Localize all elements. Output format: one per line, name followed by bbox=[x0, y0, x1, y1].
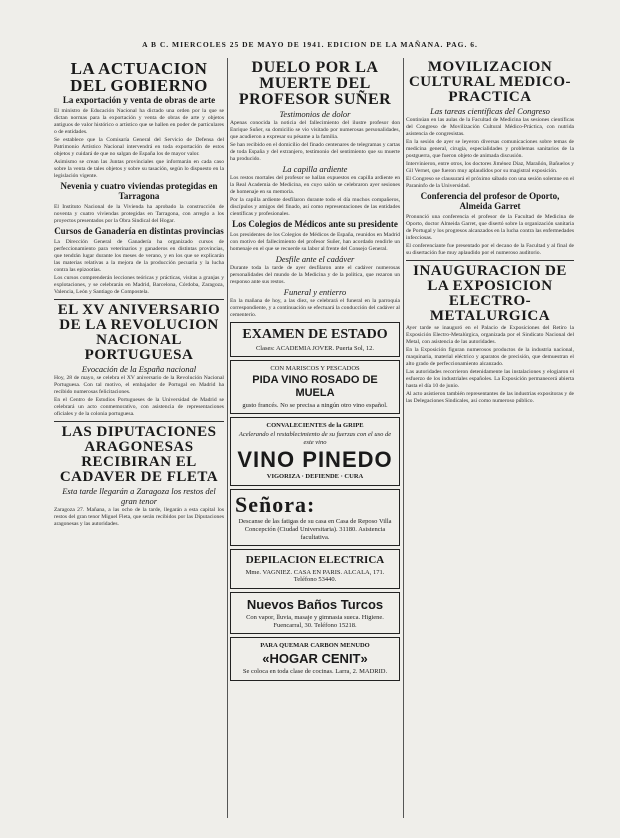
page-header: A B C. MIERCOLES 25 DE MAYO DE 1941. EDICION DE LA MAÑANA. PAG. 6. bbox=[142, 40, 478, 49]
article-paragraph: Los restos mortales del profesor se hallan expuestos en capilla ardiente en la Real Academia de Medicina, en cuyo salón se celebraron ayer sesiones de homenaje en su memoria. bbox=[230, 175, 400, 195]
ad-title: DEPILACION ELECTRICA bbox=[245, 554, 385, 567]
article-paragraph: Al acto asistieron también representantes de las industrias expositoras y de las Delegaciones Sindicales, así como numeroso público. bbox=[406, 390, 574, 404]
article-paragraph: El conferenciante fue presentado por el decano de la Facultad y al final de su disertación fue muy aplaudido por el numeroso auditorio. bbox=[406, 242, 574, 256]
ad-vino-rosado bbox=[230, 360, 400, 414]
article-paragraph: Zaragoza 27. Mañana, a las ocho de la tarde, llegarán a esta capital los restos del gran tenor Miguel Fleta, que serán recibidos por las Diputaciones aragonesas y las autoridades. bbox=[54, 506, 224, 527]
divider bbox=[54, 421, 224, 422]
ad-depilacion bbox=[230, 549, 400, 589]
subhead-tareas: Las tareas científicas del Congreso bbox=[430, 106, 550, 116]
column-rule bbox=[403, 58, 404, 818]
ad-hogar-cenit bbox=[230, 637, 400, 680]
article-paragraph: En la sesión de ayer se leyeron diversas comunicaciones sobre temas de medicina general, cirugía, especialidades y problemas sanitarios de la postguerra, que fueron objeto de animada discusión. bbox=[406, 139, 574, 159]
ad-text: Acelerando el restablecimiento de su fuerzas con el uso de este vino bbox=[238, 431, 392, 447]
ad-title: Señora: bbox=[235, 491, 316, 517]
ad-examen-estado bbox=[230, 322, 400, 358]
subhead-testimonios: Testimonios de dolor bbox=[279, 109, 351, 119]
column-right bbox=[406, 58, 574, 406]
subhead-tarragona: Nevenia y cuatro viviendas protegidas en Tarragona bbox=[60, 180, 218, 201]
ad-title: EXAMEN DE ESTADO bbox=[242, 326, 388, 342]
headline-fleta: LAS DIPUTACIONES ARAGONESAS RECIBIRAN EL CADAVER DE FLETA bbox=[59, 423, 219, 485]
article-paragraph: Durante toda la tarde de ayer desfilaron ante el cadáver numerosas personalidades del mundo de la Medicina y de la política, que rezaron un responso ante sus restos. bbox=[230, 264, 400, 285]
article-paragraph: Continúan en las aulas de la Facultad de Medicina las sesiones científicas del Congreso de Movilización Cultural Médico-Práctica, con nutrida asistencia de congresistas. bbox=[406, 117, 574, 137]
ad-title: PIDA VINO ROSADO DE MUELA bbox=[252, 374, 378, 400]
article-paragraph: Ayer tarde se inauguró en el Palacio de Exposiciones del Retiro la Exposición Electro-Metalúrgica, organizada por el Sindicato Nacional del Metal, con asistencia de las autoridades. bbox=[406, 324, 574, 345]
headline-gobierno: LA ACTUACION DEL GOBIERNO bbox=[70, 59, 208, 95]
subhead-funeral: Funeral y entierro bbox=[283, 286, 347, 297]
ad-title: «HOGAR CENIT» bbox=[262, 651, 368, 667]
article-paragraph: Los presidentes de los Colegios de Médicos de España, reunidos en Madrid con motivo del fallecimiento del profesor Suñer, han acordado rendirle un homenaje en el que se recuerde su labor al frente del Consejo General. bbox=[230, 231, 400, 252]
article-paragraph: Los cursos comprenderán lecciones teóricas y prácticas, visitas a granjas y explotaciones, y se celebrarán en Madrid, Barcelona, Córdoba, Zaragoza, Valencia, León y Santiago de Compostela. bbox=[54, 274, 224, 295]
ad-text: Mme. VAGNIEZ. CASA EN PARIS. ALCALA, 171. Teléfono 53440. bbox=[245, 568, 385, 584]
article-paragraph: Asimismo se crean las Juntas provinciales que informarán en cada caso sobre la venta de tales objetos y sobre su tasación, según lo dispuesto en la legislación vigente. bbox=[54, 158, 224, 179]
article-paragraph: Por la capilla ardiente desfilaron durante todo el día muchos compañeros, discípulos y amigos del finado, así como representaciones de las entidades científicas y profesionales. bbox=[230, 197, 400, 217]
ad-text: gusto francés. No se precisa a ningún otro vino español. bbox=[242, 401, 388, 409]
subhead-exportacion: La exportación y venta de obras de arte bbox=[62, 95, 216, 105]
ad-banos-turcos bbox=[230, 592, 400, 634]
article-paragraph: Hoy, 28 de mayo, se celebra el XV aniversario de la Revolución Nacional Portuguesa. Con tal motivo, el embajador de Portugal en Madrid ha recibido numerosas felicitaciones. bbox=[54, 374, 224, 395]
ad-vino-pinedo bbox=[230, 417, 400, 485]
ad-text: PARA QUEMAR CARBON MENUDO bbox=[260, 642, 370, 650]
article-paragraph: Pronunció una conferencia el profesor de la Facultad de Medicina de Oporto, doctor Almeida Garret, que disertó sobre la organización sanitaria de Portugal y los progresos alcanzados en la lucha contra las enfermedades infecciosas. bbox=[406, 213, 574, 241]
article-paragraph: La Dirección General de Ganadería ha organizado cursos de perfeccionamiento para veterinarios y ganaderos en distintas provincias, que tendrán lugar durante los meses de verano, y en los que se explicarán las materias relativas a la mejora de la producción pecuaria y la lucha contra las epizootias. bbox=[54, 238, 224, 273]
headline-exposicion: INAUGURACION DE LA EXPOSICION ELECTRO-METALURGICA bbox=[413, 262, 567, 324]
divider bbox=[406, 260, 574, 261]
subhead-capilla: La capilla ardiente bbox=[282, 164, 348, 174]
ad-text: Clases: ACADEMIA JOVER. Puerta Sol, 12. bbox=[255, 344, 375, 352]
ad-text: VIGORIZA · DEFIENDE · CURA bbox=[266, 473, 364, 481]
subhead-desfile: Desfile ante el cadáver bbox=[275, 253, 355, 264]
article-paragraph: En la Exposición figuran numerosos productos de la industria nacional, maquinaria, material eléctrico y aparatos de precisión, que demuestran el alto grado de perfeccionamiento alcanzado. bbox=[406, 346, 574, 367]
headline-suner: DUELO POR LA MUERTE DEL PROFESOR SUÑER bbox=[238, 59, 392, 108]
column-center bbox=[230, 58, 400, 684]
column-left bbox=[54, 58, 224, 529]
article-paragraph: El Congreso se clausurará el próximo sábado con una sesión solemne en el Paraninfo de la Universidad. bbox=[406, 176, 574, 189]
article-paragraph: Las autoridades recorrieron detenidamente las instalaciones y elogiaron el esfuerzo de los industriales españoles. La Exposición permanecerá abierta hasta el día 10 de junio. bbox=[406, 368, 574, 389]
article-paragraph: El ministro de Educación Nacional ha dictado una orden por la que se dictan normas para la exportación y venta de obras de arte y objetos antiguos de valor histórico o artístico que se hallen en poder de particulares o de entidades. bbox=[54, 107, 224, 135]
subhead-fleta: Esta tarde llegarán a Zaragoza los restos del gran tenor bbox=[62, 485, 216, 506]
subhead-colegios: Los Colegios de Médicos ante su presidente bbox=[232, 219, 398, 229]
ad-text: Con vapor, lluvia, masaje y gimnasia sueca. Higiene. Fuencarral, 30. Teléfono 15218. bbox=[246, 613, 384, 629]
headline-movilizacion: MOVILIZACION CULTURAL MEDICO-PRACTICA bbox=[408, 59, 572, 105]
article-paragraph: En la mañana de hoy, a las diez, se celebrará el funeral en la parroquia correspondiente, y a continuación se efectuará la conducción del cadáver al cementerio. bbox=[230, 297, 400, 318]
divider bbox=[54, 299, 224, 300]
ad-text: CONVALECIENTES de la GRIPE bbox=[266, 422, 364, 430]
ad-senora bbox=[230, 489, 400, 547]
subhead-evocacion: Evocación de la España nacional bbox=[81, 363, 197, 374]
article-paragraph: El Instituto Nacional de la Vivienda ha aprobado la construcción de noventa y cuatro viviendas protegidas en Tarragona, con arreglo a los proyectos presentados por la Obra Sindical del Hogar. bbox=[54, 203, 224, 224]
article-paragraph: Apenas conocida la noticia del fallecimiento del ilustre profesor don Enrique Suñer, su domicilio se vio visitado por numerosas personalidades, que acudieron a expresar su pésame a la familia. bbox=[230, 120, 400, 140]
subhead-ganaderia: Cursos de Ganadería en distintas provincias bbox=[54, 225, 224, 236]
ad-brand: VINO PINEDO bbox=[237, 446, 393, 472]
ad-text: Se coloca en toda clase de cocinas. Larra, 2. MADRID. bbox=[242, 667, 388, 675]
article-paragraph: Se han recibido en el domicilio del finado centenares de telegramas y cartas de toda España y del extranjero, testimonio del sentimiento que su muerte ha producido. bbox=[230, 142, 400, 162]
headline-portugal: EL XV ANIVERSARIO DE LA REVOLUCION NACIONAL PORTUGUESA bbox=[57, 301, 221, 363]
ad-text: CON MARISCOS Y PESCADOS bbox=[270, 365, 360, 373]
subhead-conferencia: Conferencia del profesor de Oporto, Almeida Garret bbox=[420, 191, 560, 211]
article-paragraph: Se establece que la Comisaría General del Servicio de Defensa del Patrimonio Artístico Nacional intervendrá en toda exportación de estos objetos y cuidará de que no salgan de España los de mayor valor. bbox=[54, 136, 224, 157]
article-paragraph: En el Centro de Estudios Portugueses de la Universidad de Madrid se celebrará un acto conmemorativo, con asistencia de representaciones oficiales y de la colonia portuguesa. bbox=[54, 396, 224, 417]
column-rule bbox=[227, 58, 228, 818]
ad-title: Nuevos Baños Turcos bbox=[246, 597, 384, 613]
article-paragraph: Intervinieron, entre otros, los doctores Jiménez Díaz, Marañón, Bañuelos y Gil Vernet, que fueron muy aplaudidos por su magistral exposición. bbox=[406, 161, 574, 174]
ad-text: Descanse de las fatigas de su casa en Casa de Reposo Villa Concepción (Ciudad Universitaria). 31180. Asistencia facultativa. bbox=[238, 518, 392, 541]
